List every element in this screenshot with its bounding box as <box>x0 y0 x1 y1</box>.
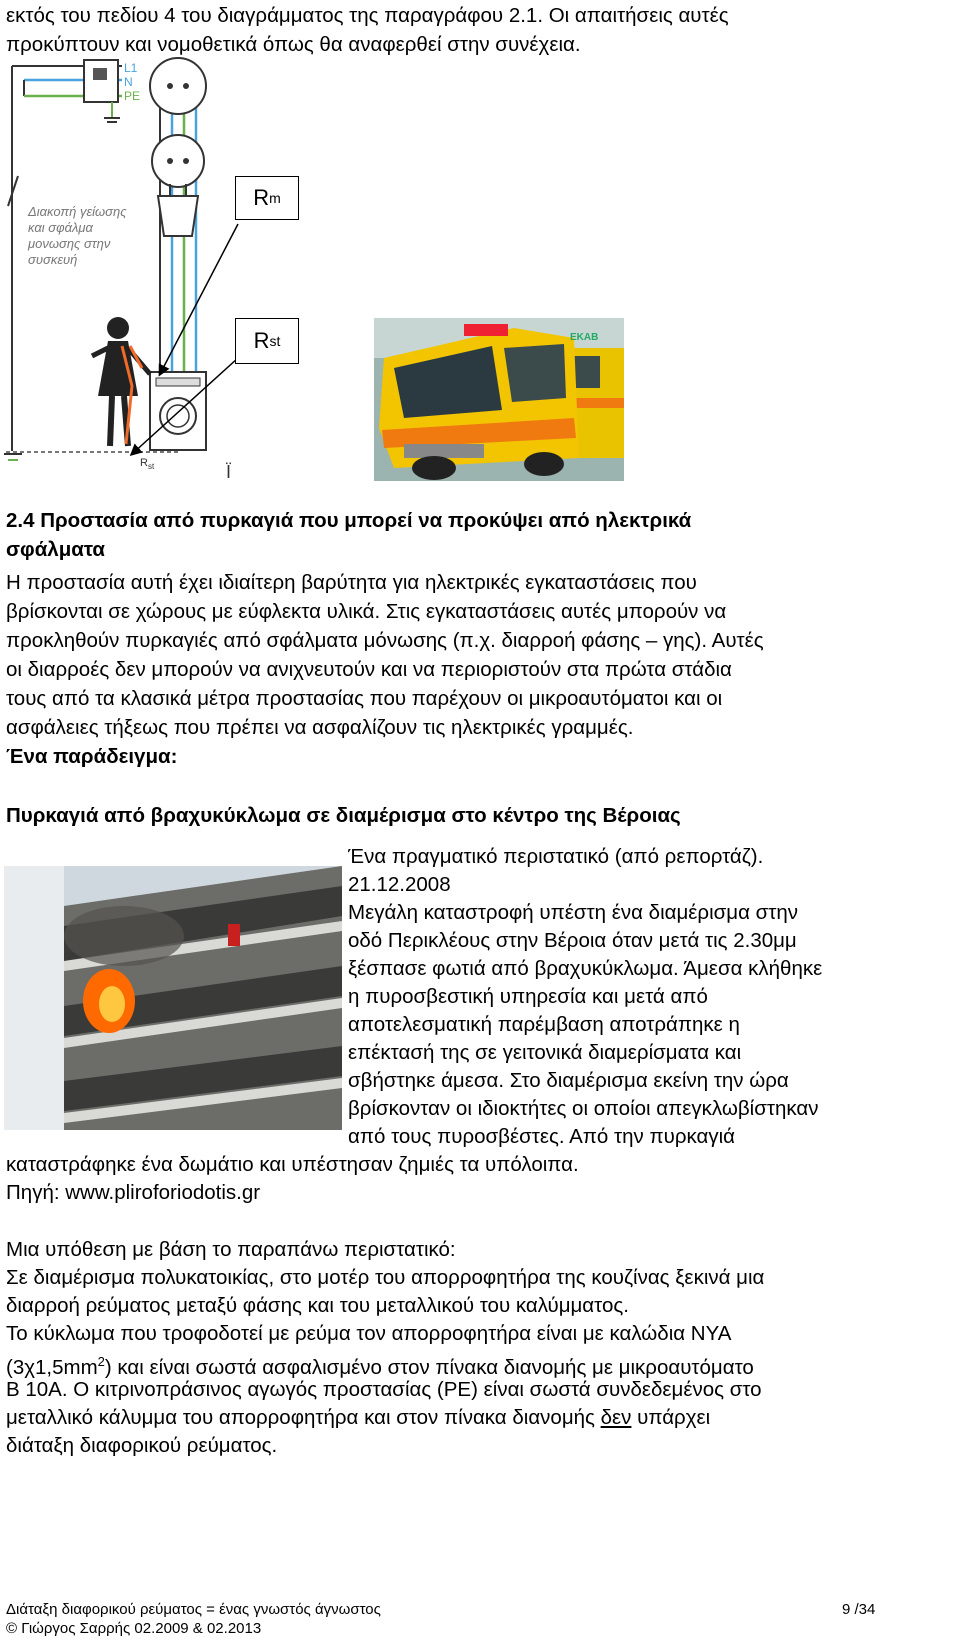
plug-icon <box>158 196 198 236</box>
hypothesis-line-3: διαρροή ρεύματος μεταξύ φάσης και του μεταλλικού του καλύμματος. <box>6 1294 629 1317</box>
woman-silhouette-icon <box>92 317 150 446</box>
label-l1: L1 <box>124 61 138 75</box>
socket-icon <box>150 58 206 114</box>
rm-subscript: m <box>269 190 281 206</box>
section-body-line-5: τους από τα κλασικά μέτρα προστασίας που παρέχουν οι μικροαυτόματοι και οι <box>6 687 723 710</box>
story-line-8: επέκτασή της σε γειτονικά διαμερίσματα και <box>348 1041 742 1064</box>
footer-copyright: © Γιώργος Σαρρής 02.2009 & 02.2013 <box>6 1620 262 1637</box>
footer-page-number: 9 /34 <box>842 1601 876 1618</box>
section-body-line-1: Η προστασία αυτή έχει ιδιαίτερη βαρύτητα για ηλεκτρικές εγκαταστάσεις που <box>6 571 697 594</box>
hypothesis-line-7: μεταλλικό κάλυμμα του απορροφητήρα και στον πίνακα διανομής δεν υπάρχει <box>6 1406 711 1429</box>
intro-line-2: προκύπτουν και νομοθετικά όπως θα αναφερθεί στην συνέχεια. <box>6 33 581 56</box>
building-fire-photo <box>4 866 342 1130</box>
electrical-fault-diagram <box>0 56 320 486</box>
ekav-text: ΕΚΑΒ <box>570 332 599 343</box>
svg-text:Διακοπή γείωσης και σφάλμα <box>27 204 130 267</box>
story-line-3: Μεγάλη καταστροφή υπέστη ένα διαμέρισμα στην <box>348 901 799 924</box>
label-pe: PE <box>124 89 141 103</box>
hypothesis-line-6: Β 10Α. Ο κιτρινοπράσινος αγωγός προστασίας (PE) είναι σωστά συνδεδεμένος στο <box>6 1378 762 1401</box>
superscript-2: 2 <box>97 1354 105 1369</box>
story-line-11: από τους πυροσβέστες. Από την πυρκαγιά <box>348 1125 735 1148</box>
story-line-9: σβήστηκε άμεσα. Στο διαμέρισμα εκείνη την ώρα <box>348 1069 789 1092</box>
rm-label-box <box>235 176 299 220</box>
story-line-10: βρίσκονταν οι ιδιοκτήτες οι οποίοι απεγκλωβίστηκαν <box>348 1097 819 1120</box>
rst-label: R <box>253 328 270 353</box>
section-body-line-3: προκληθούν πυρκαγιές από σφάλματα μόνωσης (π.χ. διαρροή φάσης – γης). Αυτές <box>6 629 764 652</box>
hypothesis-line-5: $(3\chi 1,5mm^2)$ και είναι σωστά ασφαλισμένο στον πίνακα διανομής με μικροαυτόματο <box>6 1354 754 1379</box>
hypothesis-line-1: Μια υπόθεση με βάση το παραπάνω περιστατικό: <box>6 1238 456 1261</box>
smoke <box>64 906 184 966</box>
rst-subscript: st <box>269 333 281 349</box>
story-line-6: η πυροσβεστική υπηρεσία και μετά από <box>348 985 708 1008</box>
hypothesis-line-2: Σε διαμέρισμα πολυκατοικίας, στο μοτέρ του απορροφητήρα της κουζίνας ξεκινά μια <box>6 1266 765 1289</box>
left-building <box>4 866 64 1130</box>
ambulance-photo <box>374 318 624 481</box>
socket-icon-2 <box>152 135 204 187</box>
hypothesis-line-8: διάταξη διαφορικού ρεύματος. <box>6 1434 278 1457</box>
stray-mark: Ϊ <box>226 462 232 482</box>
svg-text:Rst: $R_{st}$ <box>140 457 155 471</box>
example-label: Ένα παράδειγμα: <box>6 745 178 768</box>
rst-small-label: R <box>140 457 148 469</box>
label-n: N <box>124 75 133 89</box>
story-line-4: οδό Περικλέους στην Βέροια όταν μετά τις 2.30μμ <box>348 929 797 952</box>
caption-line-3: μονωσης στην <box>28 236 111 251</box>
firefighter <box>228 924 240 946</box>
section-body-line-2: βρίσκονται σε χώρους με εύφλεκτα υλικά. Στις εγκαταστάσεις αυτές μπορούν να <box>6 600 727 623</box>
rm-label: R <box>253 185 270 210</box>
underlined-den: δεν <box>600 1406 632 1429</box>
story-source: Πηγή: www.pliroforiodotis.gr <box>6 1181 261 1204</box>
intro-line-1: εκτός του πεδίου 4 του διαγράμματος της παραγράφου 2.1. Οι απαιτήσεις αυτές <box>6 4 729 27</box>
caption-line-4: συσκευή <box>28 252 78 267</box>
story-line-5: ξέσπασε φωτιά από βραχυκύκλωμα. Άμεσα κλήθηκε <box>348 957 823 980</box>
meter-box <box>84 60 118 102</box>
story-title: Πυρκαγιά από βραχυκύκλωμα σε διαμέρισμα στο κέντρο της Βέροιας <box>6 804 681 827</box>
grille <box>404 444 484 458</box>
caption-line-1: Διακοπή γείωσης <box>28 204 127 219</box>
footer-title: Διάταξη διαφορικού ρεύματος = ένας γνωστός άγνωστος <box>6 1601 381 1618</box>
caption-line-2: και σφάλμα <box>28 220 93 235</box>
story-line-7: αποτελεσματική παρέμβαση αποτράπηκε η <box>348 1013 740 1036</box>
hypothesis-line-4: Το κύκλωμα που τροφοδοτεί με ρεύμα τον απορροφητήρα είναι με καλώδια ΝΥΑ <box>6 1322 732 1345</box>
story-full-line: καταστράφηκε ένα δωμάτιο και υπέστησαν ζημιές τα υπόλοιπα. <box>6 1153 579 1176</box>
section-body-line-6: ασφάλειες τήξεως που πρέπει να ασφαλίζουν τις ηλεκτρικές γραμμές. <box>6 716 634 739</box>
rst-label-box <box>235 318 299 364</box>
story-line-2: 21.12.2008 <box>348 873 451 896</box>
section-body-line-4: οι διαρροές δεν μπορούν να ανιχνευτούν και να περιοριστούν στα πρώτα στάδια <box>6 658 732 681</box>
story-line-1: Ένα πραγματικό περιστατικό (από ρεπορτάζ). <box>348 845 764 868</box>
section-title-line-2: σφάλματα <box>6 538 106 561</box>
section-title-line-1: 2.4 Προστασία από πυρκαγιά που μπορεί να προκύψει από ηλεκτρικά <box>6 509 692 532</box>
